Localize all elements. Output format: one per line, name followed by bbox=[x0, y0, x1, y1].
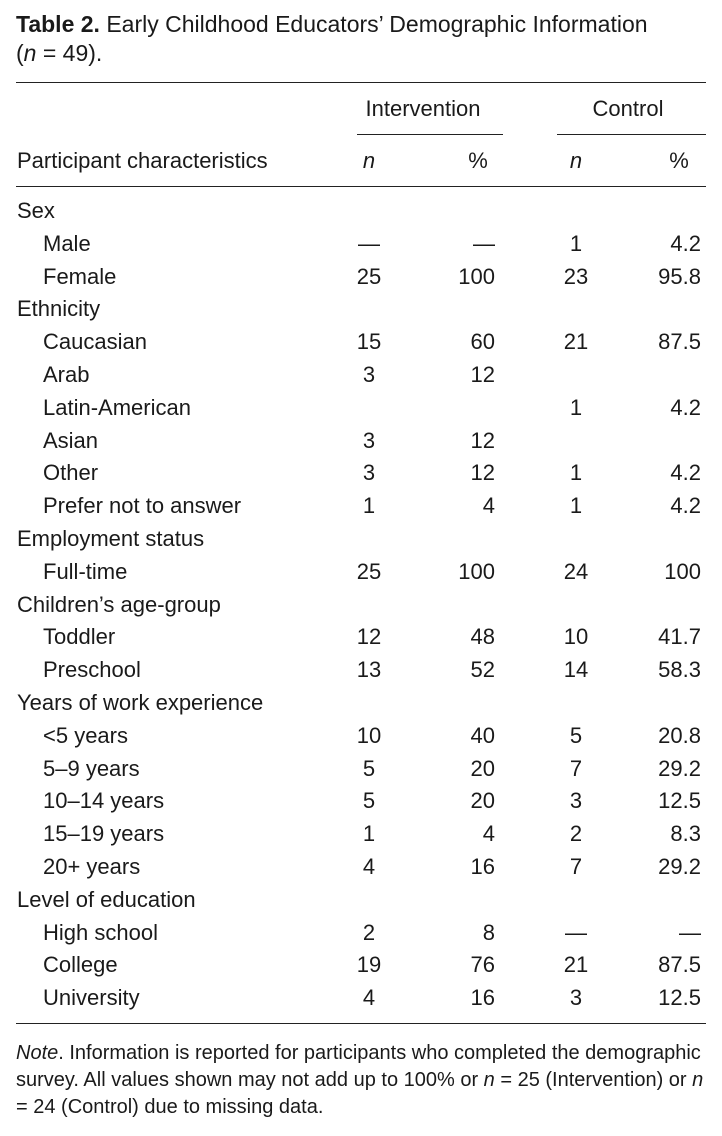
intervention-n-cell: 3 bbox=[362, 460, 376, 485]
note-n-symbol-2: n bbox=[692, 1069, 704, 1091]
control-pct-cell: 8.3 bbox=[670, 821, 701, 846]
row-label: Prefer not to answer bbox=[43, 493, 242, 518]
control-n-cell: 1 bbox=[569, 460, 583, 485]
row-label: University bbox=[43, 985, 140, 1010]
control-n-cell: 1 bbox=[569, 231, 583, 256]
intervention-pct-cell: 16 bbox=[470, 854, 495, 879]
control-n-cell: 3 bbox=[569, 985, 583, 1010]
intervention-pct-cell: 16 bbox=[470, 985, 495, 1010]
intervention-n-cell: 10 bbox=[356, 723, 382, 748]
row-label: Caucasian bbox=[43, 329, 147, 354]
row-label: Other bbox=[43, 460, 99, 485]
row-label: High school bbox=[43, 920, 158, 945]
row-label: Preschool bbox=[43, 657, 141, 682]
table-note bbox=[16, 1040, 711, 1121]
category-label: Employment status bbox=[17, 526, 205, 551]
control-span-rule bbox=[557, 134, 706, 135]
intervention-pct-cell: 12 bbox=[470, 428, 495, 453]
caption-n-suffix: = 49). bbox=[36, 40, 103, 66]
category-label: Sex bbox=[17, 198, 55, 223]
row-label: Female bbox=[43, 264, 117, 289]
top-rule bbox=[16, 82, 706, 83]
intervention-n-cell: 5 bbox=[362, 788, 376, 813]
note-text-1: . Information is reported for participants who completed the demographic survey. All values shown may not add up to 100% or bbox=[16, 1042, 701, 1091]
category-label: Level of education bbox=[17, 887, 196, 912]
control-pct-cell: 4.2 bbox=[670, 231, 701, 256]
bottom-rule bbox=[16, 1023, 706, 1024]
table-label: Table 2. bbox=[16, 11, 100, 37]
category-label: Children’s age-group bbox=[17, 592, 221, 617]
intervention-n-cell: 1 bbox=[362, 821, 376, 846]
intervention-pct-cell: 48 bbox=[470, 624, 495, 649]
control-n-header: n bbox=[569, 148, 583, 173]
note-n-symbol-1: n bbox=[483, 1069, 495, 1091]
intervention-pct-cell: — bbox=[473, 231, 495, 256]
intervention-n-cell: 13 bbox=[356, 657, 382, 682]
category-label: Years of work experience bbox=[17, 690, 264, 715]
row-label: Arab bbox=[43, 362, 90, 387]
row-label: Asian bbox=[43, 428, 99, 453]
intervention-pct-cell: 60 bbox=[470, 329, 495, 354]
note-text-3: = 24 (Control) due to missing data. bbox=[16, 1096, 324, 1118]
intervention-pct-cell: 4 bbox=[482, 821, 495, 846]
intervention-n-cell: 15 bbox=[356, 329, 382, 354]
control-pct-cell: 12.5 bbox=[658, 985, 701, 1010]
intervention-n-cell: 1 bbox=[362, 493, 376, 518]
control-pct-cell: 20.8 bbox=[658, 723, 701, 748]
control-pct-cell: 95.8 bbox=[658, 264, 701, 289]
intervention-pct-cell: 20 bbox=[470, 788, 495, 813]
intervention-pct-cell: 40 bbox=[470, 723, 495, 748]
control-n-cell: 24 bbox=[563, 559, 589, 584]
control-n-cell: 1 bbox=[569, 493, 583, 518]
characteristics-header: Participant characteristics bbox=[17, 148, 268, 173]
row-label: Toddler bbox=[43, 624, 116, 649]
intervention-n-cell: 3 bbox=[362, 362, 376, 387]
intervention-n-cell: — bbox=[358, 231, 380, 256]
intervention-n-cell: 4 bbox=[362, 985, 376, 1010]
control-n-cell: — bbox=[565, 920, 587, 945]
control-pct-cell: 4.2 bbox=[670, 493, 701, 518]
row-label: <5 years bbox=[43, 723, 128, 748]
control-pct-cell: — bbox=[679, 920, 701, 945]
intervention-n-cell: 2 bbox=[362, 920, 376, 945]
control-pct-cell: 4.2 bbox=[670, 460, 701, 485]
group-header-control: Control bbox=[592, 96, 664, 121]
control-n-cell: 14 bbox=[563, 657, 589, 682]
row-label: Latin-American bbox=[43, 395, 191, 420]
intervention-span-rule bbox=[357, 134, 503, 135]
intervention-pct-header: % bbox=[468, 148, 488, 173]
intervention-n-cell: 12 bbox=[356, 624, 382, 649]
control-n-cell: 7 bbox=[569, 756, 583, 781]
control-pct-header: % bbox=[669, 148, 689, 173]
control-pct-cell: 29.2 bbox=[658, 756, 701, 781]
control-pct-cell: 4.2 bbox=[670, 395, 701, 420]
intervention-pct-cell: 52 bbox=[470, 657, 495, 682]
intervention-pct-cell: 100 bbox=[458, 559, 495, 584]
header-rule bbox=[16, 186, 706, 187]
row-label: 20+ years bbox=[43, 854, 141, 879]
control-n-cell: 3 bbox=[569, 788, 583, 813]
control-pct-cell: 100 bbox=[664, 559, 701, 584]
control-pct-cell: 87.5 bbox=[658, 329, 701, 354]
table-title: Early Childhood Educators’ Demographic Information bbox=[106, 11, 648, 37]
control-pct-cell: 41.7 bbox=[658, 624, 701, 649]
control-pct-cell: 29.2 bbox=[658, 854, 701, 879]
control-pct-cell: 12.5 bbox=[658, 788, 701, 813]
intervention-pct-cell: 12 bbox=[470, 460, 495, 485]
intervention-n-cell: 4 bbox=[362, 854, 376, 879]
control-pct-cell: 58.3 bbox=[658, 657, 701, 682]
intervention-pct-cell: 8 bbox=[482, 920, 495, 945]
row-label: 15–19 years bbox=[43, 821, 165, 846]
control-n-cell: 23 bbox=[563, 264, 589, 289]
row-label: Male bbox=[43, 231, 91, 256]
intervention-pct-cell: 4 bbox=[482, 493, 495, 518]
intervention-pct-cell: 76 bbox=[470, 952, 495, 977]
control-pct-cell: 87.5 bbox=[658, 952, 701, 977]
intervention-n-cell: 25 bbox=[356, 264, 382, 289]
intervention-pct-cell: 12 bbox=[470, 362, 495, 387]
intervention-pct-cell: 20 bbox=[470, 756, 495, 781]
intervention-pct-cell: 100 bbox=[458, 264, 495, 289]
row-label: College bbox=[43, 952, 118, 977]
row-label: 10–14 years bbox=[43, 788, 165, 813]
control-n-cell: 1 bbox=[569, 395, 583, 420]
control-n-cell: 2 bbox=[569, 821, 583, 846]
category-label: Ethnicity bbox=[17, 296, 101, 321]
intervention-n-header: n bbox=[362, 148, 376, 173]
caption-n-prefix: ( bbox=[16, 40, 24, 66]
intervention-n-cell: 19 bbox=[356, 952, 382, 977]
caption-n-symbol: n bbox=[23, 40, 37, 66]
intervention-n-cell: 3 bbox=[362, 428, 376, 453]
row-label: 5–9 years bbox=[43, 756, 140, 781]
group-header-intervention: Intervention bbox=[365, 96, 481, 121]
control-n-cell: 21 bbox=[563, 952, 589, 977]
note-label: Note bbox=[16, 1042, 59, 1064]
control-n-cell: 21 bbox=[563, 329, 589, 354]
note-text-2: = 25 (Intervention) or bbox=[494, 1069, 693, 1091]
control-n-cell: 5 bbox=[569, 723, 583, 748]
control-n-cell: 10 bbox=[563, 624, 589, 649]
intervention-n-cell: 5 bbox=[362, 756, 376, 781]
intervention-n-cell: 25 bbox=[356, 559, 382, 584]
table-caption bbox=[16, 10, 706, 68]
row-label: Full-time bbox=[43, 559, 128, 584]
control-n-cell: 7 bbox=[569, 854, 583, 879]
